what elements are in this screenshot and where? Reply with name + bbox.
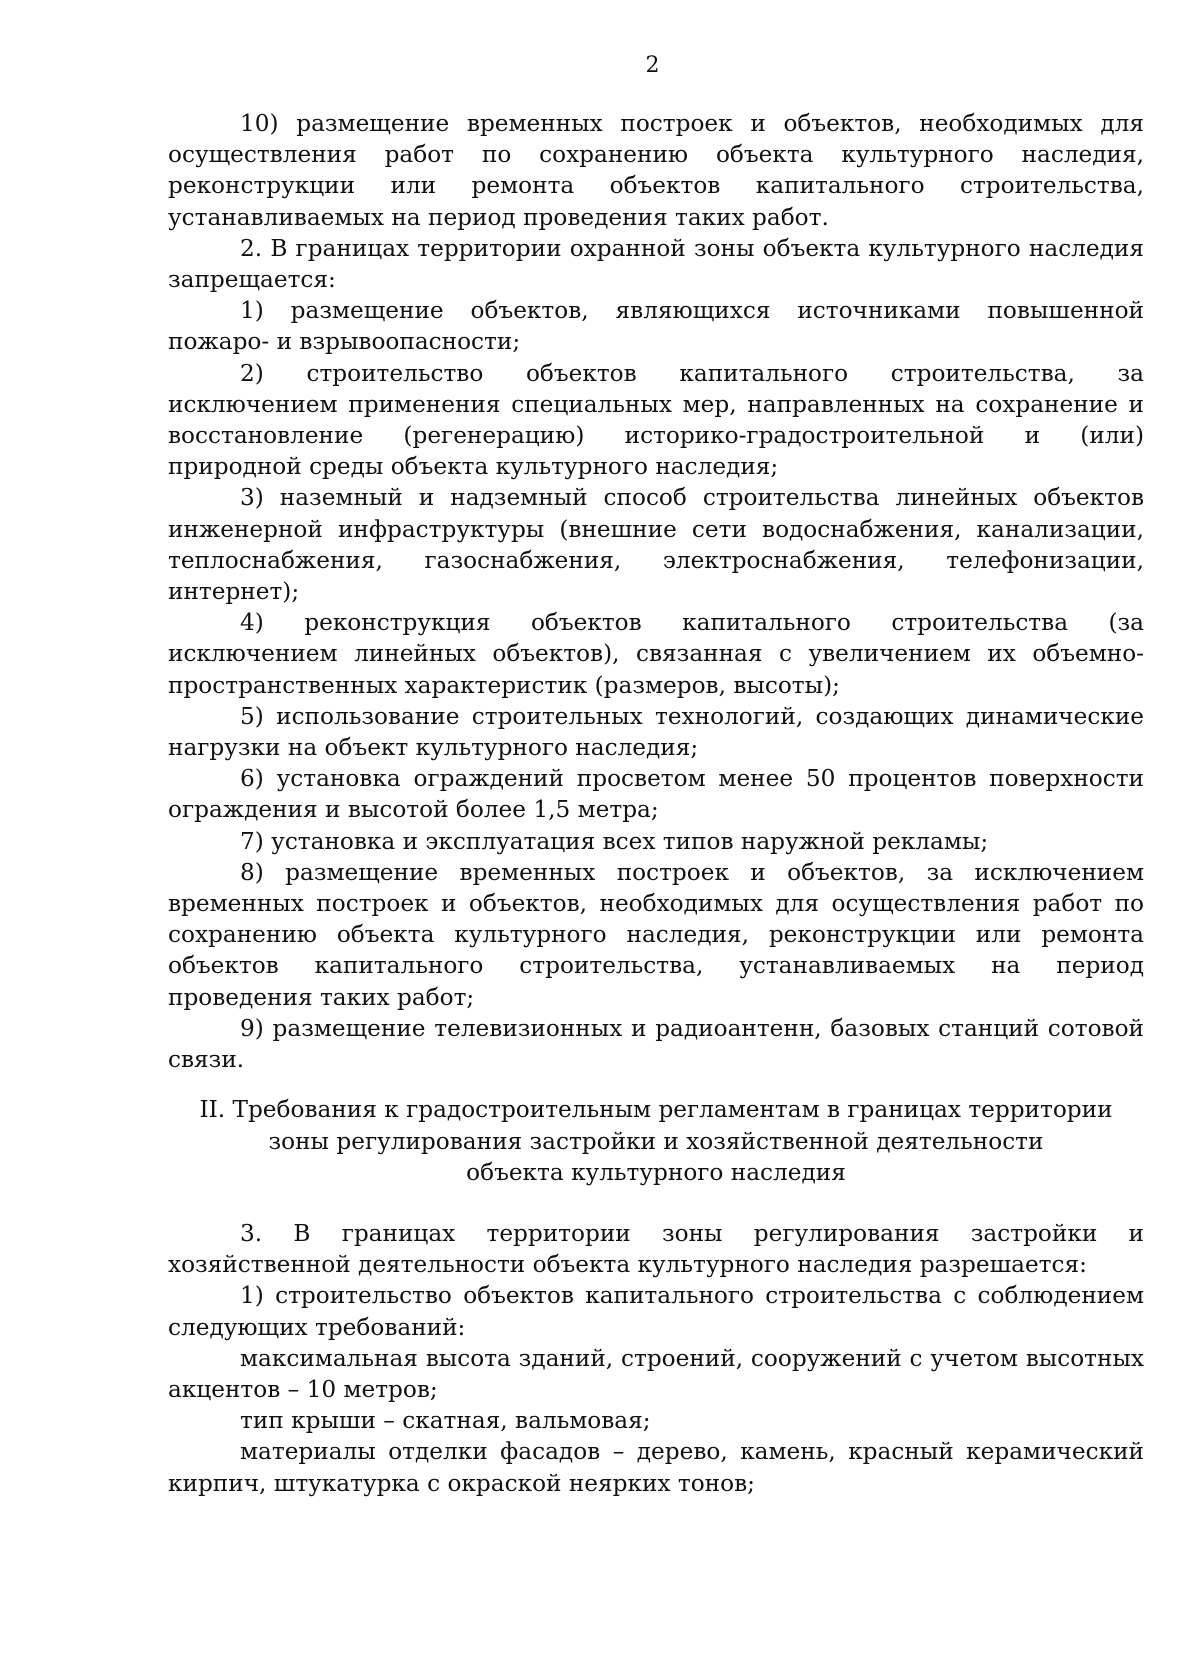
paragraph-prohibition-7: 7) установка и эксплуатация всех типов наружной рекламы; bbox=[240, 827, 989, 855]
paragraph-requirement-height: максимальная высота зданий, строений, сооружений с учетом высотных акцентов – 10 метров; bbox=[168, 1344, 1144, 1404]
paragraph-requirement-roof: тип крыши – скатная, вальмовая; bbox=[240, 1407, 651, 1435]
paragraph-prohibition-4: 4) реконструкция объектов капитального строительства (за исключением линейных объектов), связанная с увеличением их объемно-пространственных характеристик (размеров, высоты); bbox=[168, 609, 1144, 699]
paragraph-prohibition-6: 6) установка ограждений просветом менее 50 процентов поверхности ограждения и высотой более 1,5 метра; bbox=[168, 765, 1144, 824]
heading-line-2: зоны регулирования застройки и хозяйственной деятельности bbox=[268, 1127, 1044, 1155]
heading-line-3: объекта культурного наследия bbox=[466, 1159, 846, 1186]
section-1-body bbox=[168, 108, 1144, 1075]
paragraph-requirement-facade: материалы отделки фасадов – дерево, камень, красный керамический кирпич, штукатурка с окраской неярких тонов; bbox=[168, 1438, 1144, 1497]
paragraph-item-10: 10) размещение временных построек и объектов, необходимых для осуществления работ по сохранению объекта культурного наследия, реконструкции или ремонта объектов капитального строительства, устанавливаемых на период проведения таких работ. bbox=[168, 110, 1144, 231]
section-2-heading bbox=[168, 1094, 1144, 1189]
paragraph-clause-3: 3. В границах территории зоны регулирования застройки и хозяйственной деятельности объекта культурного наследия разрешается: bbox=[168, 1220, 1144, 1279]
paragraph-clause-2: 2. В границах территории охранной зоны объекта культурного наследия запрещается: bbox=[168, 234, 1144, 294]
paragraph-prohibition-9: 9) размещение телевизионных и радиоантенн, базовых станций сотовой связи. bbox=[168, 1014, 1144, 1074]
paragraph-prohibition-3: 3) наземный и надземный способ строительства линейных объектов инженерной инфраструктуры (внешние сети водоснабжения, канализации, теплоснабжения, газоснабжения, электроснабжения, телефонизации, интернет); bbox=[168, 484, 1144, 606]
paragraph-prohibition-5: 5) использование строительных технологий, создающих динамические нагрузки на объект культурного наследия; bbox=[168, 702, 1144, 762]
page-number: 2 bbox=[645, 53, 660, 78]
section-2-body bbox=[168, 1218, 1144, 1499]
paragraph-prohibition-8: 8) размещение временных построек и объектов, за исключением временных построек и объектов, необходимых для осуществления работ по сохранению объекта культурного наследия, реконструкции или ремонта объектов капитального строительства, устанавливаемых на период проведения таких работ; bbox=[168, 858, 1144, 1011]
paragraph-prohibition-1: 1) размещение объектов, являющихся источниками повышенной пожаро- и взрывоопасности; bbox=[168, 297, 1144, 356]
paragraph-permission-1: 1) строительство объектов капитального строительства с соблюдением следующих требований: bbox=[168, 1282, 1144, 1341]
paragraph-prohibition-2: 2) строительство объектов капитального строительства, за исключением применения специальных мер, направленных на сохранение и восстановление (регенерацию) историко-градостроительной и (или) природной среды объекта культурного наследия; bbox=[168, 359, 1144, 481]
heading-line-1: II. Требования к градостроительным регламентам в границах территории bbox=[199, 1096, 1113, 1123]
